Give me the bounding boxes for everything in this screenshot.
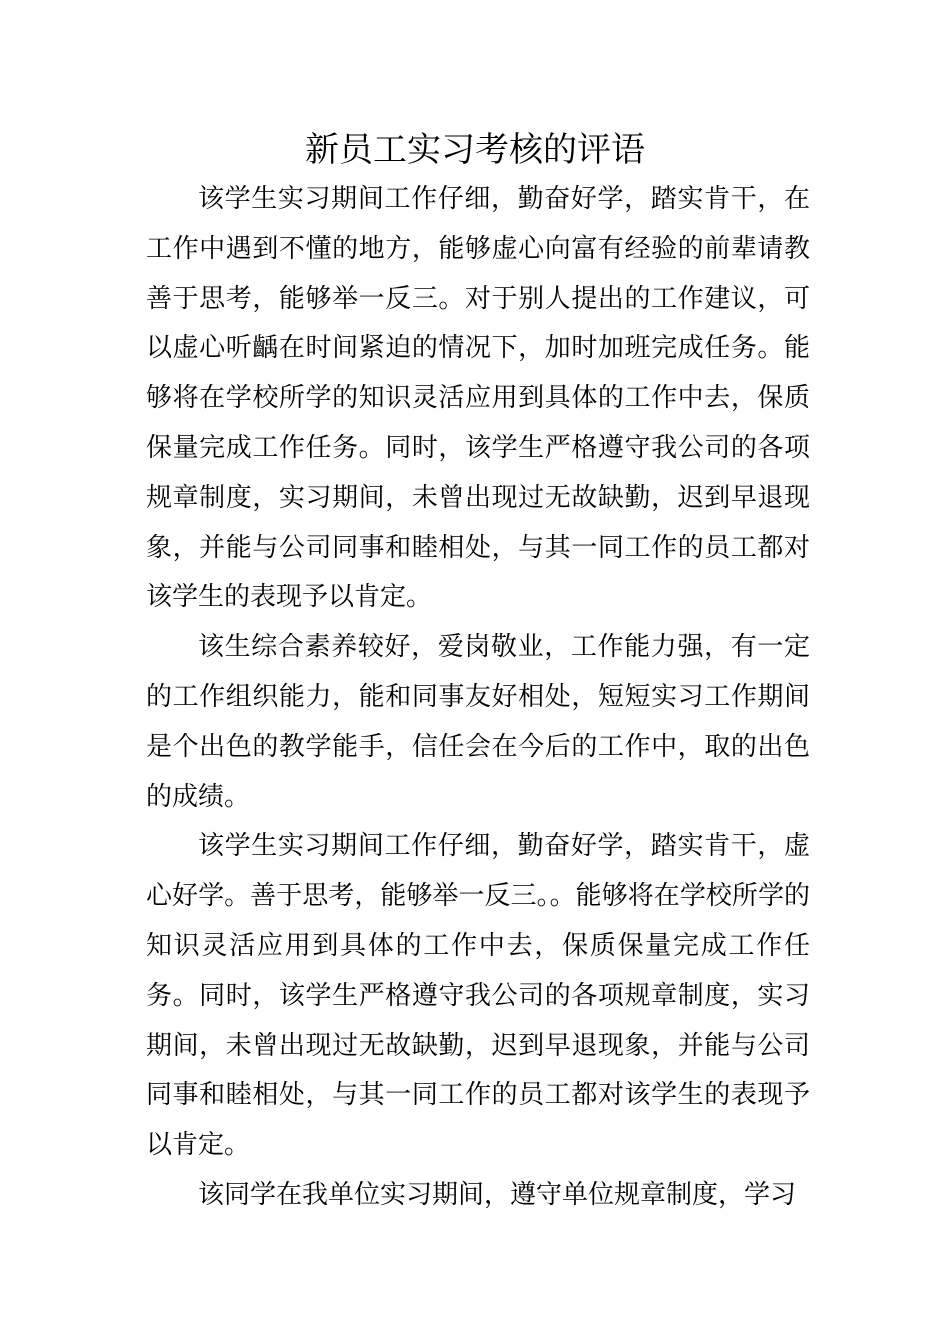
paragraph-4: 该同学在我单位实习期间，遵守单位规章制度，学习 <box>198 1179 797 1210</box>
paragraph-3: 该学生实习期间工作仔细，勤奋好学，踏实肯干，虚心好学。善于思考，能够举一反三。。能够将在学校所学的知识灵活应用到具体的工作中去，保质保量完成工作任务。同时，该学生严格遵守我公司的各项规章制度，实习期间，未曾出现过无故缺勤，迟到早退现象，并能与公司同事和睦相处，与其一同工作的员工都对该学生的表现予以肯定。 <box>146 831 810 1161</box>
document-title: 新员工实习考核的评语 <box>305 130 645 170</box>
document-body <box>146 175 810 1221</box>
paragraph-1: 该学生实习期间工作仔细，勤奋好学，踏实肯干，在工作中遇到不懂的地方，能够虚心向富有经验的前辈请教善于思考，能够举一反三。对于别人提出的工作建议，可以虚心听齲在时间紧迫的情况下，加时加班完成任务。能够将在学校所学的知识灵活应用到具体的工作中去，保质保量完成工作任务。同时，该学生严格遵守我公司的各项规章制度，实习期间，未曾出现过无故缺勤，迟到早退现象，并能与公司同事和睦相处，与其一同工作的员工都对该学生的表现予以肯定。 <box>146 184 810 613</box>
paragraph-2: 该生综合素养较好，爱岗敬业，工作能力强，有一定的工作组织能力，能和同事友好相处，短短实习工作期间是个出色的教学能手，信任会在今后的工作中，取的出色的成绩。 <box>146 632 810 812</box>
